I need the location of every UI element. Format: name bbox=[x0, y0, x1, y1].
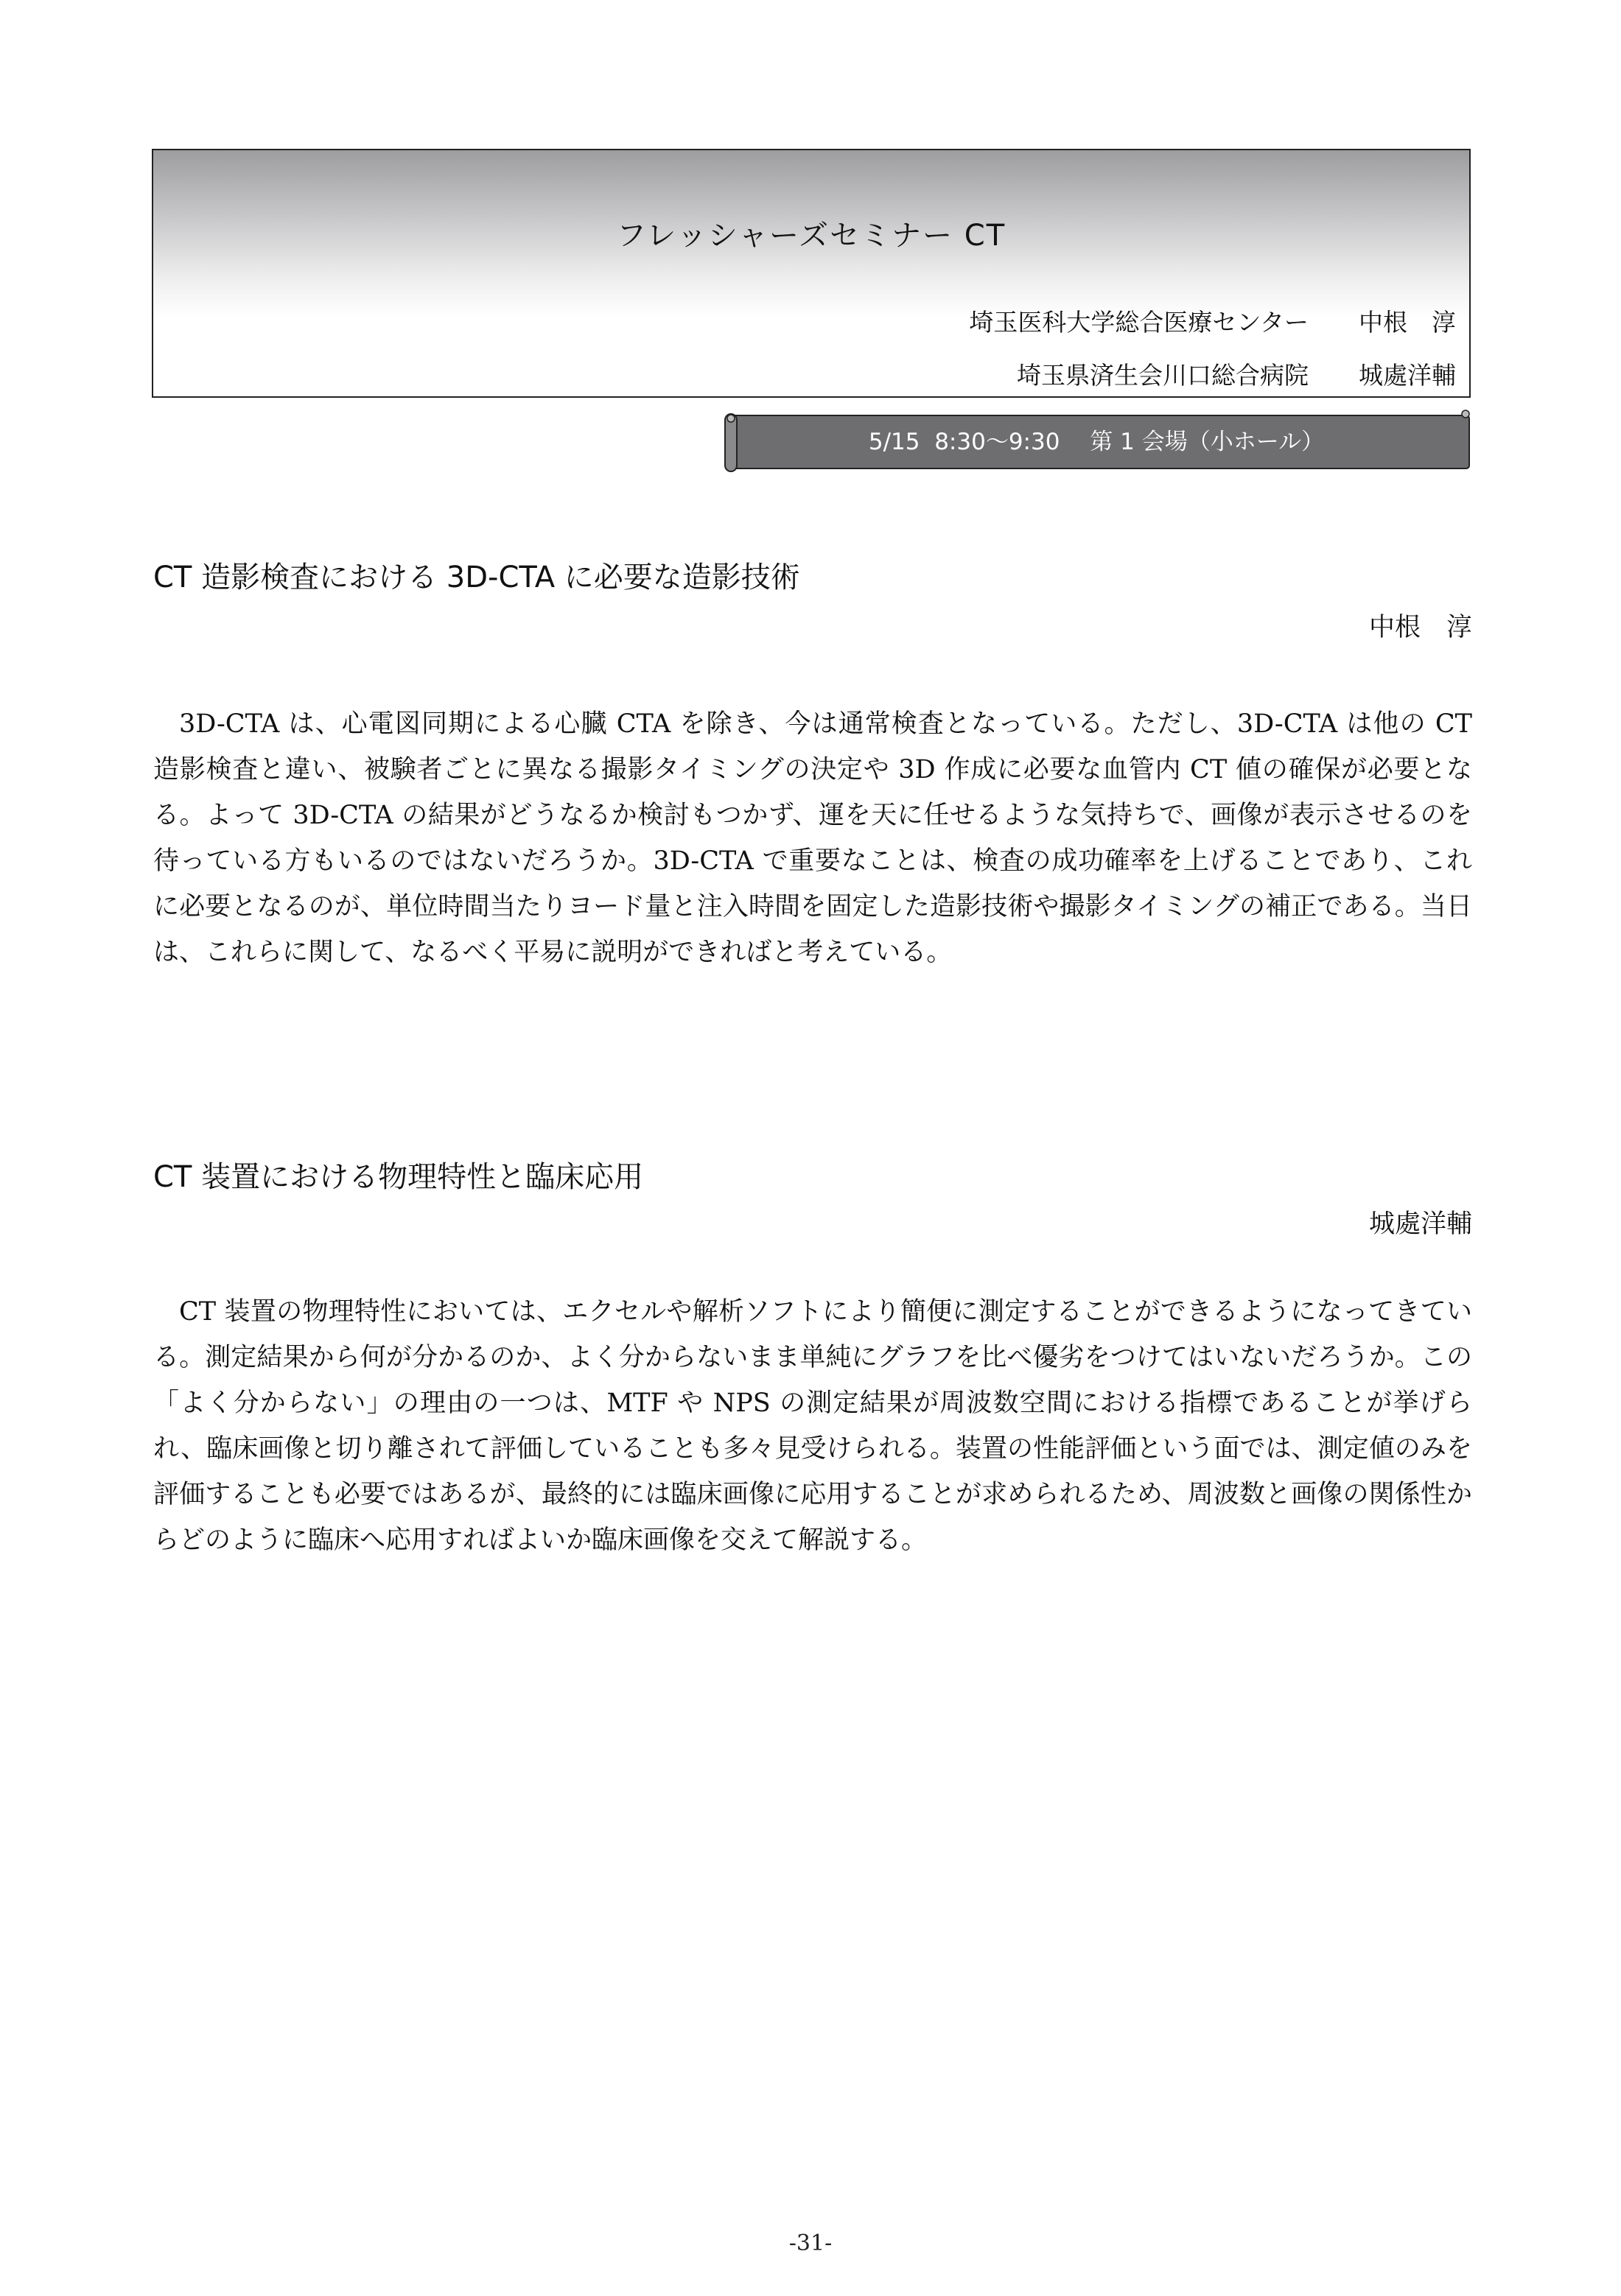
section-title: CT 造影検査における 3D-CTA に必要な造影技術 bbox=[153, 561, 800, 594]
seminar-title: フレッシャーズセミナー CT bbox=[616, 219, 1006, 253]
presenter-name: 中根 淳 bbox=[1359, 308, 1456, 337]
section-author: 中根 淳 bbox=[1368, 613, 1472, 642]
presenter-line-2 bbox=[1017, 357, 1456, 391]
seminar-header bbox=[152, 149, 1471, 398]
section-body: CT 装置の物理特性においては、エクセルや解析ソフトにより簡便に測定することができるようになってきている。測定結果から何が分かるのか、よく分からないまま単純にグラフを比べ優劣をつけてはいないだろうか。この「よく分からない」の理由の一つは、MTF や NPS の測定結果が周波数空間における指標であることが挙げられ、臨床画像と切り離されて評価していることも多々見受けられる。装置の性能評価という面では、測定値のみを評価することも必要ではあるが、最終的には臨床画像に応用することが求められるため、周波数と画像の関係性からどのように臨床へ応用すればよいか臨床画像を交えて解説する。 bbox=[153, 1297, 1472, 1555]
section-title: CT 装置における物理特性と臨床応用 bbox=[153, 1160, 644, 1194]
presenter-organization: 埼玉県済生会川口総合病院 bbox=[1017, 361, 1309, 390]
section-body: 3D-CTA は、心電図同期による心臓 CTA を除き、今は通常検査となっている。ただし、3D-CTA は他の CT 造影検査と違い、被験者ごとに異なる撮影タイミングの決定や 3D 作成に必要な血管内 CT 値の確保が必要となる。よって 3D-CTA の結果がどうなるか検討もつかず、運を天に任せるような気持ちで、画像が表示させるのを待っている方もいるのではないだろうか。3D-CTA で重要なことは、検査の成功確率を上げることであり、これに必要となるのが、単位時間当たりヨード量と注入時間を固定した造影技術や撮影タイミングの補正である。当日は、これらに関して、なるべく平易に説明ができればと考えている。 bbox=[153, 709, 1472, 967]
session-banner bbox=[721, 410, 1472, 476]
presenter-name: 城處洋輔 bbox=[1359, 361, 1456, 390]
presenter-line-1 bbox=[969, 303, 1456, 338]
presenter-organization: 埼玉医科大学総合医療センター bbox=[969, 308, 1309, 337]
page-number: -31- bbox=[788, 2230, 833, 2256]
session-info: 5/15 8:30〜9:30 第 1 会場（小ホール） bbox=[868, 429, 1325, 455]
section-author: 城處洋輔 bbox=[1368, 1210, 1472, 1239]
